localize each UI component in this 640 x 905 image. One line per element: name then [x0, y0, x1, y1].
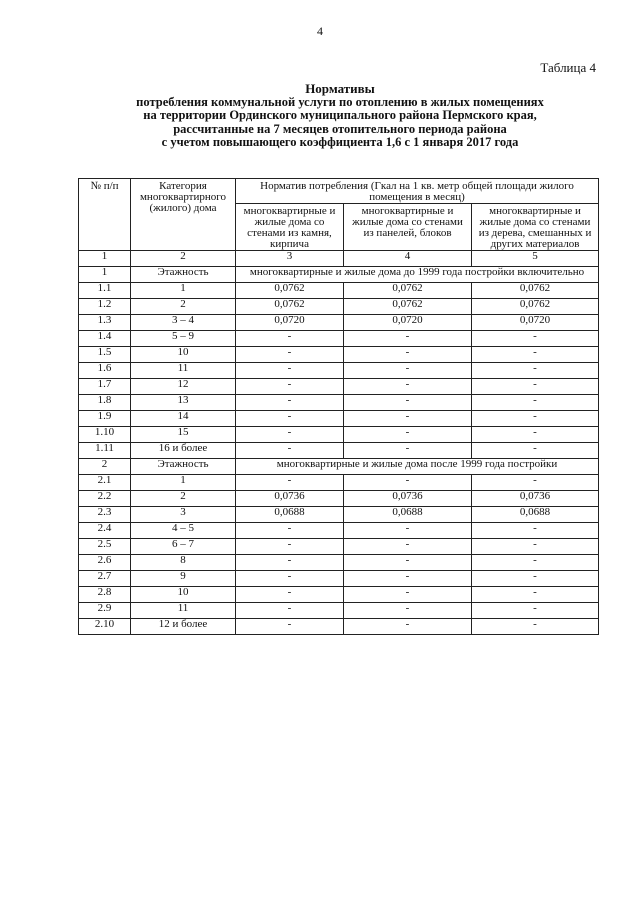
- table-row: [79, 443, 599, 459]
- row-num: 1.9: [79, 411, 131, 427]
- value-wood: 0,0762: [472, 283, 599, 299]
- row-num: 1.1: [79, 283, 131, 299]
- value-stone: -: [236, 379, 344, 395]
- value-panel: -: [344, 571, 472, 587]
- value-panel: -: [344, 443, 472, 459]
- row-num: 2.3: [79, 507, 131, 523]
- row-floors: 5 – 9: [131, 331, 236, 347]
- value-wood: 0,0720: [472, 315, 599, 331]
- column-index-row: [79, 251, 599, 267]
- value-panel: 0,0736: [344, 491, 472, 507]
- value-panel: 0,0762: [344, 299, 472, 315]
- value-panel: -: [344, 555, 472, 571]
- value-stone: 0,0688: [236, 507, 344, 523]
- value-panel: -: [344, 379, 472, 395]
- table-row: [79, 347, 599, 363]
- value-panel: -: [344, 331, 472, 347]
- value-stone: -: [236, 539, 344, 555]
- table-row: [79, 603, 599, 619]
- value-wood: 0,0688: [472, 507, 599, 523]
- value-wood: -: [472, 555, 599, 571]
- row-num: 1.8: [79, 395, 131, 411]
- table-row: [79, 427, 599, 443]
- row-num: 2.2: [79, 491, 131, 507]
- section-row: [79, 267, 599, 283]
- value-panel: -: [344, 395, 472, 411]
- section-num: 1: [79, 267, 131, 283]
- row-num: 1.4: [79, 331, 131, 347]
- title-main: Нормативы: [305, 81, 375, 96]
- value-stone: 0,0762: [236, 299, 344, 315]
- value-wood: -: [472, 347, 599, 363]
- value-wood: -: [472, 427, 599, 443]
- table-row: [79, 523, 599, 539]
- value-stone: -: [236, 395, 344, 411]
- row-floors: 12: [131, 379, 236, 395]
- value-stone: -: [236, 331, 344, 347]
- value-panel: 0,0762: [344, 283, 472, 299]
- value-wood: -: [472, 331, 599, 347]
- header-num: № п/п: [79, 179, 131, 251]
- value-panel: 0,0720: [344, 315, 472, 331]
- row-num: 1.5: [79, 347, 131, 363]
- table-row: [79, 587, 599, 603]
- value-stone: -: [236, 555, 344, 571]
- row-floors: 1: [131, 283, 236, 299]
- row-floors: 6 – 7: [131, 539, 236, 555]
- value-wood: -: [472, 587, 599, 603]
- row-num: 2.9: [79, 603, 131, 619]
- table-row: [79, 539, 599, 555]
- header-col-wood: многоквартирные и жилые дома со стенами из дерева, смешанных и других материалов: [472, 204, 599, 251]
- value-stone: -: [236, 587, 344, 603]
- row-num: 1.2: [79, 299, 131, 315]
- row-floors: 9: [131, 571, 236, 587]
- header-col-stone: многоквартирные и жилые дома со стенами из камня, кирпича: [236, 204, 344, 251]
- document-title: [60, 82, 620, 150]
- value-wood: -: [472, 571, 599, 587]
- value-wood: 0,0736: [472, 491, 599, 507]
- row-floors: 11: [131, 363, 236, 379]
- row-num: 1.6: [79, 363, 131, 379]
- page-number: 4: [317, 24, 323, 38]
- value-wood: -: [472, 363, 599, 379]
- table-row: [79, 299, 599, 315]
- table-row: [79, 571, 599, 587]
- row-floors: 13: [131, 395, 236, 411]
- title-line: с учетом повышающего коэффициента 1,6 с 1 января 2017 года: [161, 135, 519, 149]
- value-wood: -: [472, 603, 599, 619]
- column-index: 4: [344, 251, 472, 267]
- value-wood: -: [472, 539, 599, 555]
- value-wood: -: [472, 379, 599, 395]
- table-row: [79, 475, 599, 491]
- value-stone: -: [236, 571, 344, 587]
- table-row: [79, 619, 599, 635]
- row-floors: 3: [131, 507, 236, 523]
- section-title: многоквартирные и жилые дома после 1999 года постройки: [236, 459, 599, 475]
- row-floors: 1: [131, 475, 236, 491]
- value-stone: -: [236, 619, 344, 635]
- value-stone: -: [236, 347, 344, 363]
- row-floors: 10: [131, 587, 236, 603]
- table-row: [79, 331, 599, 347]
- row-floors: 15: [131, 427, 236, 443]
- table-row: [79, 507, 599, 523]
- column-index: 5: [472, 251, 599, 267]
- row-num: 2.6: [79, 555, 131, 571]
- section-title: многоквартирные и жилые дома до 1999 года постройки включительно: [236, 267, 599, 283]
- norms-table: [78, 178, 599, 635]
- row-floors: 14: [131, 411, 236, 427]
- column-index: 3: [236, 251, 344, 267]
- row-num: 1.7: [79, 379, 131, 395]
- row-floors: 2: [131, 491, 236, 507]
- value-panel: -: [344, 347, 472, 363]
- value-stone: -: [236, 523, 344, 539]
- value-panel: -: [344, 619, 472, 635]
- value-panel: -: [344, 411, 472, 427]
- title-line: потребления коммунальной услуги по отоплению в жилых помещениях: [136, 94, 544, 109]
- row-num: 2.7: [79, 571, 131, 587]
- value-stone: 0,0762: [236, 283, 344, 299]
- table-row: [79, 411, 599, 427]
- value-wood: -: [472, 619, 599, 635]
- row-floors: 12 и более: [131, 619, 236, 635]
- value-panel: -: [344, 363, 472, 379]
- row-num: 2.10: [79, 619, 131, 635]
- value-wood: -: [472, 523, 599, 539]
- title-line: на территории Ординского муниципального района Пермского края,: [143, 108, 537, 122]
- row-num: 1.10: [79, 427, 131, 443]
- table-row: [79, 363, 599, 379]
- value-wood: -: [472, 411, 599, 427]
- value-stone: -: [236, 475, 344, 491]
- value-stone: 0,0720: [236, 315, 344, 331]
- header-col-panel: многоквартирные и жилые дома со стенами из панелей, блоков: [344, 204, 472, 251]
- table-row: [79, 395, 599, 411]
- value-panel: -: [344, 475, 472, 491]
- column-index: 2: [131, 251, 236, 267]
- table-row: [79, 315, 599, 331]
- row-num: 2.4: [79, 523, 131, 539]
- table-row: [79, 379, 599, 395]
- section-label: Этажность: [131, 267, 236, 283]
- table-row: [79, 555, 599, 571]
- section-row: [79, 459, 599, 475]
- header-category: Категория многоквартирного (жилого) дома: [131, 179, 236, 251]
- value-wood: -: [472, 475, 599, 491]
- row-floors: 8: [131, 555, 236, 571]
- row-num: 1.11: [79, 443, 131, 459]
- value-stone: -: [236, 363, 344, 379]
- table-header-row: [79, 179, 599, 204]
- row-floors: 11: [131, 603, 236, 619]
- section-label: Этажность: [131, 459, 236, 475]
- row-floors: 3 – 4: [131, 315, 236, 331]
- value-stone: 0,0736: [236, 491, 344, 507]
- row-floors: 16 и более: [131, 443, 236, 459]
- column-index: 1: [79, 251, 131, 267]
- table-row: [79, 491, 599, 507]
- row-num: 2.8: [79, 587, 131, 603]
- section-num: 2: [79, 459, 131, 475]
- value-stone: -: [236, 411, 344, 427]
- value-panel: 0,0688: [344, 507, 472, 523]
- value-panel: -: [344, 539, 472, 555]
- row-num: 2.1: [79, 475, 131, 491]
- value-stone: -: [236, 427, 344, 443]
- value-panel: -: [344, 523, 472, 539]
- value-stone: -: [236, 443, 344, 459]
- row-floors: 4 – 5: [131, 523, 236, 539]
- value-panel: -: [344, 427, 472, 443]
- row-floors: 10: [131, 347, 236, 363]
- table-label: Таблица 4: [540, 60, 596, 75]
- header-norm: Норматив потребления (Гкал на 1 кв. метр общей площади жилого помещения в месяц): [236, 179, 599, 204]
- value-wood: 0,0762: [472, 299, 599, 315]
- row-num: 1.3: [79, 315, 131, 331]
- value-panel: -: [344, 587, 472, 603]
- value-wood: -: [472, 443, 599, 459]
- title-line: рассчитанные на 7 месяцев отопительного периода района: [173, 121, 507, 136]
- row-num: 2.5: [79, 539, 131, 555]
- table-row: [79, 283, 599, 299]
- value-panel: -: [344, 603, 472, 619]
- row-floors: 2: [131, 299, 236, 315]
- value-stone: -: [236, 603, 344, 619]
- value-wood: -: [472, 395, 599, 411]
